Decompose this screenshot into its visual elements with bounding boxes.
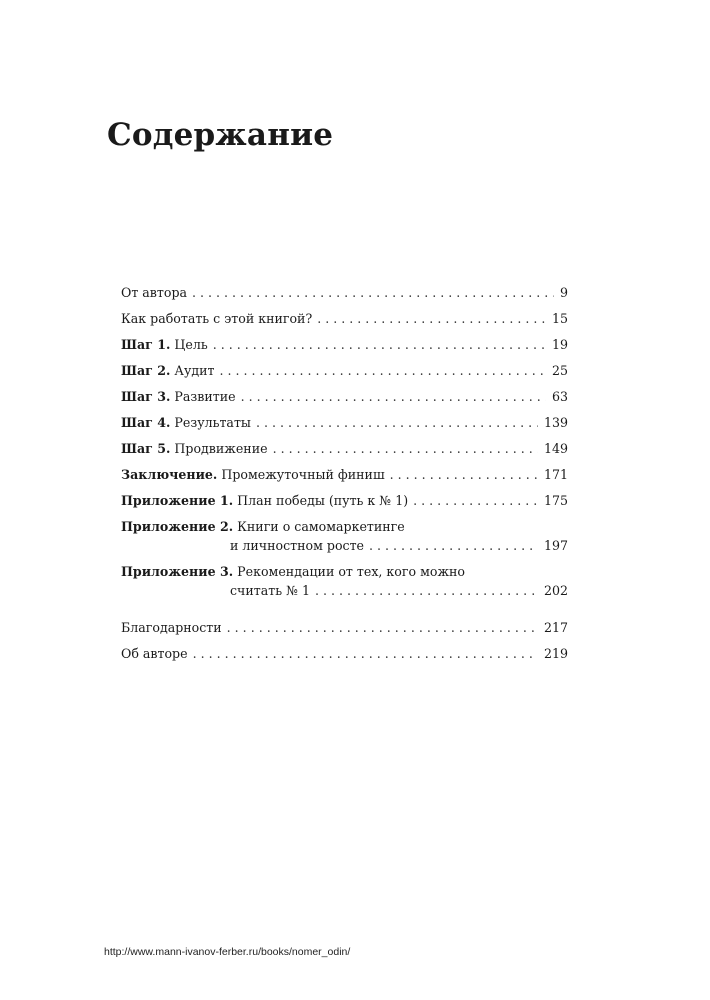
toc-entry-page: 175 xyxy=(543,493,568,508)
toc-entry-prefix: Заключение. xyxy=(121,467,218,482)
toc-entry[interactable] xyxy=(121,335,568,354)
toc-entry-prefix: Шаг 1. xyxy=(121,337,171,352)
toc-entry-label: Промежуточный финиш xyxy=(221,467,385,482)
toc-entry-page: 171 xyxy=(543,467,568,482)
toc-entry-label-continued: считать № 1 xyxy=(230,583,311,598)
toc-entry[interactable] xyxy=(121,491,568,510)
table-of-contents xyxy=(121,283,568,663)
toc-entry[interactable] xyxy=(121,562,568,600)
toc-leader-dots xyxy=(219,361,545,380)
toc-entry-label: Цель xyxy=(174,337,208,352)
toc-leader-dots xyxy=(390,465,538,484)
toc-entry-page: 202 xyxy=(543,583,568,598)
toc-leader-dots xyxy=(193,644,538,663)
page-title: Содержание xyxy=(107,117,334,153)
toc-entry-page: 25 xyxy=(551,363,568,378)
toc-entry-page: 217 xyxy=(543,620,568,635)
toc-entry-label: Как работать с этой книгой? xyxy=(121,311,313,326)
toc-leader-dots xyxy=(315,581,538,600)
toc-entry[interactable] xyxy=(121,439,568,458)
toc-entry-label: Аудит xyxy=(174,363,215,378)
toc-leader-dots xyxy=(413,491,538,510)
toc-entry-label-continued: и личностном росте xyxy=(230,538,365,553)
toc-entry-page: 197 xyxy=(543,538,568,553)
toc-entry[interactable] xyxy=(121,413,568,432)
toc-entry-prefix: Приложение 1. xyxy=(121,493,234,508)
toc-leader-dots xyxy=(369,536,538,555)
toc-entry-page: 219 xyxy=(543,646,568,661)
toc-entry-prefix: Шаг 3. xyxy=(121,389,171,404)
toc-entry-label: Развитие xyxy=(174,389,236,404)
toc-entry-label: Благодарности xyxy=(121,620,222,635)
toc-entry-prefix: Приложение 2. xyxy=(121,519,234,534)
toc-entry-prefix: Приложение 3. xyxy=(121,564,234,579)
toc-entry-page: 19 xyxy=(551,337,568,352)
toc-leader-dots xyxy=(317,309,546,328)
toc-entry-label: Результаты xyxy=(174,415,251,430)
toc-entry-prefix: Шаг 4. xyxy=(121,415,171,430)
toc-entry-page: 9 xyxy=(559,285,568,300)
toc-entry-prefix: Шаг 5. xyxy=(121,441,171,456)
toc-leader-dots xyxy=(273,439,538,458)
toc-entry-prefix: Шаг 2. xyxy=(121,363,171,378)
toc-entry-page: 15 xyxy=(551,311,568,326)
toc-entry[interactable] xyxy=(121,309,568,328)
toc-entry[interactable] xyxy=(121,361,568,380)
toc-leader-dots xyxy=(256,413,538,432)
toc-entry[interactable] xyxy=(121,465,568,484)
toc-entry[interactable] xyxy=(121,517,568,555)
toc-leader-dots xyxy=(192,283,554,302)
toc-entry-label: План победы (путь к № 1) xyxy=(237,493,409,508)
toc-leader-dots xyxy=(213,335,546,354)
toc-entry[interactable] xyxy=(121,644,568,663)
toc-entry-page: 139 xyxy=(543,415,568,430)
toc-entry-page: 63 xyxy=(551,389,568,404)
toc-entry-label: Рекомендации от тех, кого можно xyxy=(237,564,466,579)
toc-entry[interactable] xyxy=(121,618,568,637)
toc-entry-label: От автора xyxy=(121,285,188,300)
toc-entry-label: Книги о самомаркетинге xyxy=(237,519,405,534)
toc-entry-page: 149 xyxy=(543,441,568,456)
toc-entry[interactable] xyxy=(121,283,568,302)
footer-url[interactable]: http://www.mann-ivanov-ferber.ru/books/nomer_odin/ xyxy=(104,946,351,958)
toc-entry-label: Продвижение xyxy=(174,441,268,456)
toc-leader-dots xyxy=(227,618,538,637)
toc-entry[interactable] xyxy=(121,387,568,406)
toc-leader-dots xyxy=(241,387,546,406)
toc-entry-label: Об авторе xyxy=(121,646,188,661)
